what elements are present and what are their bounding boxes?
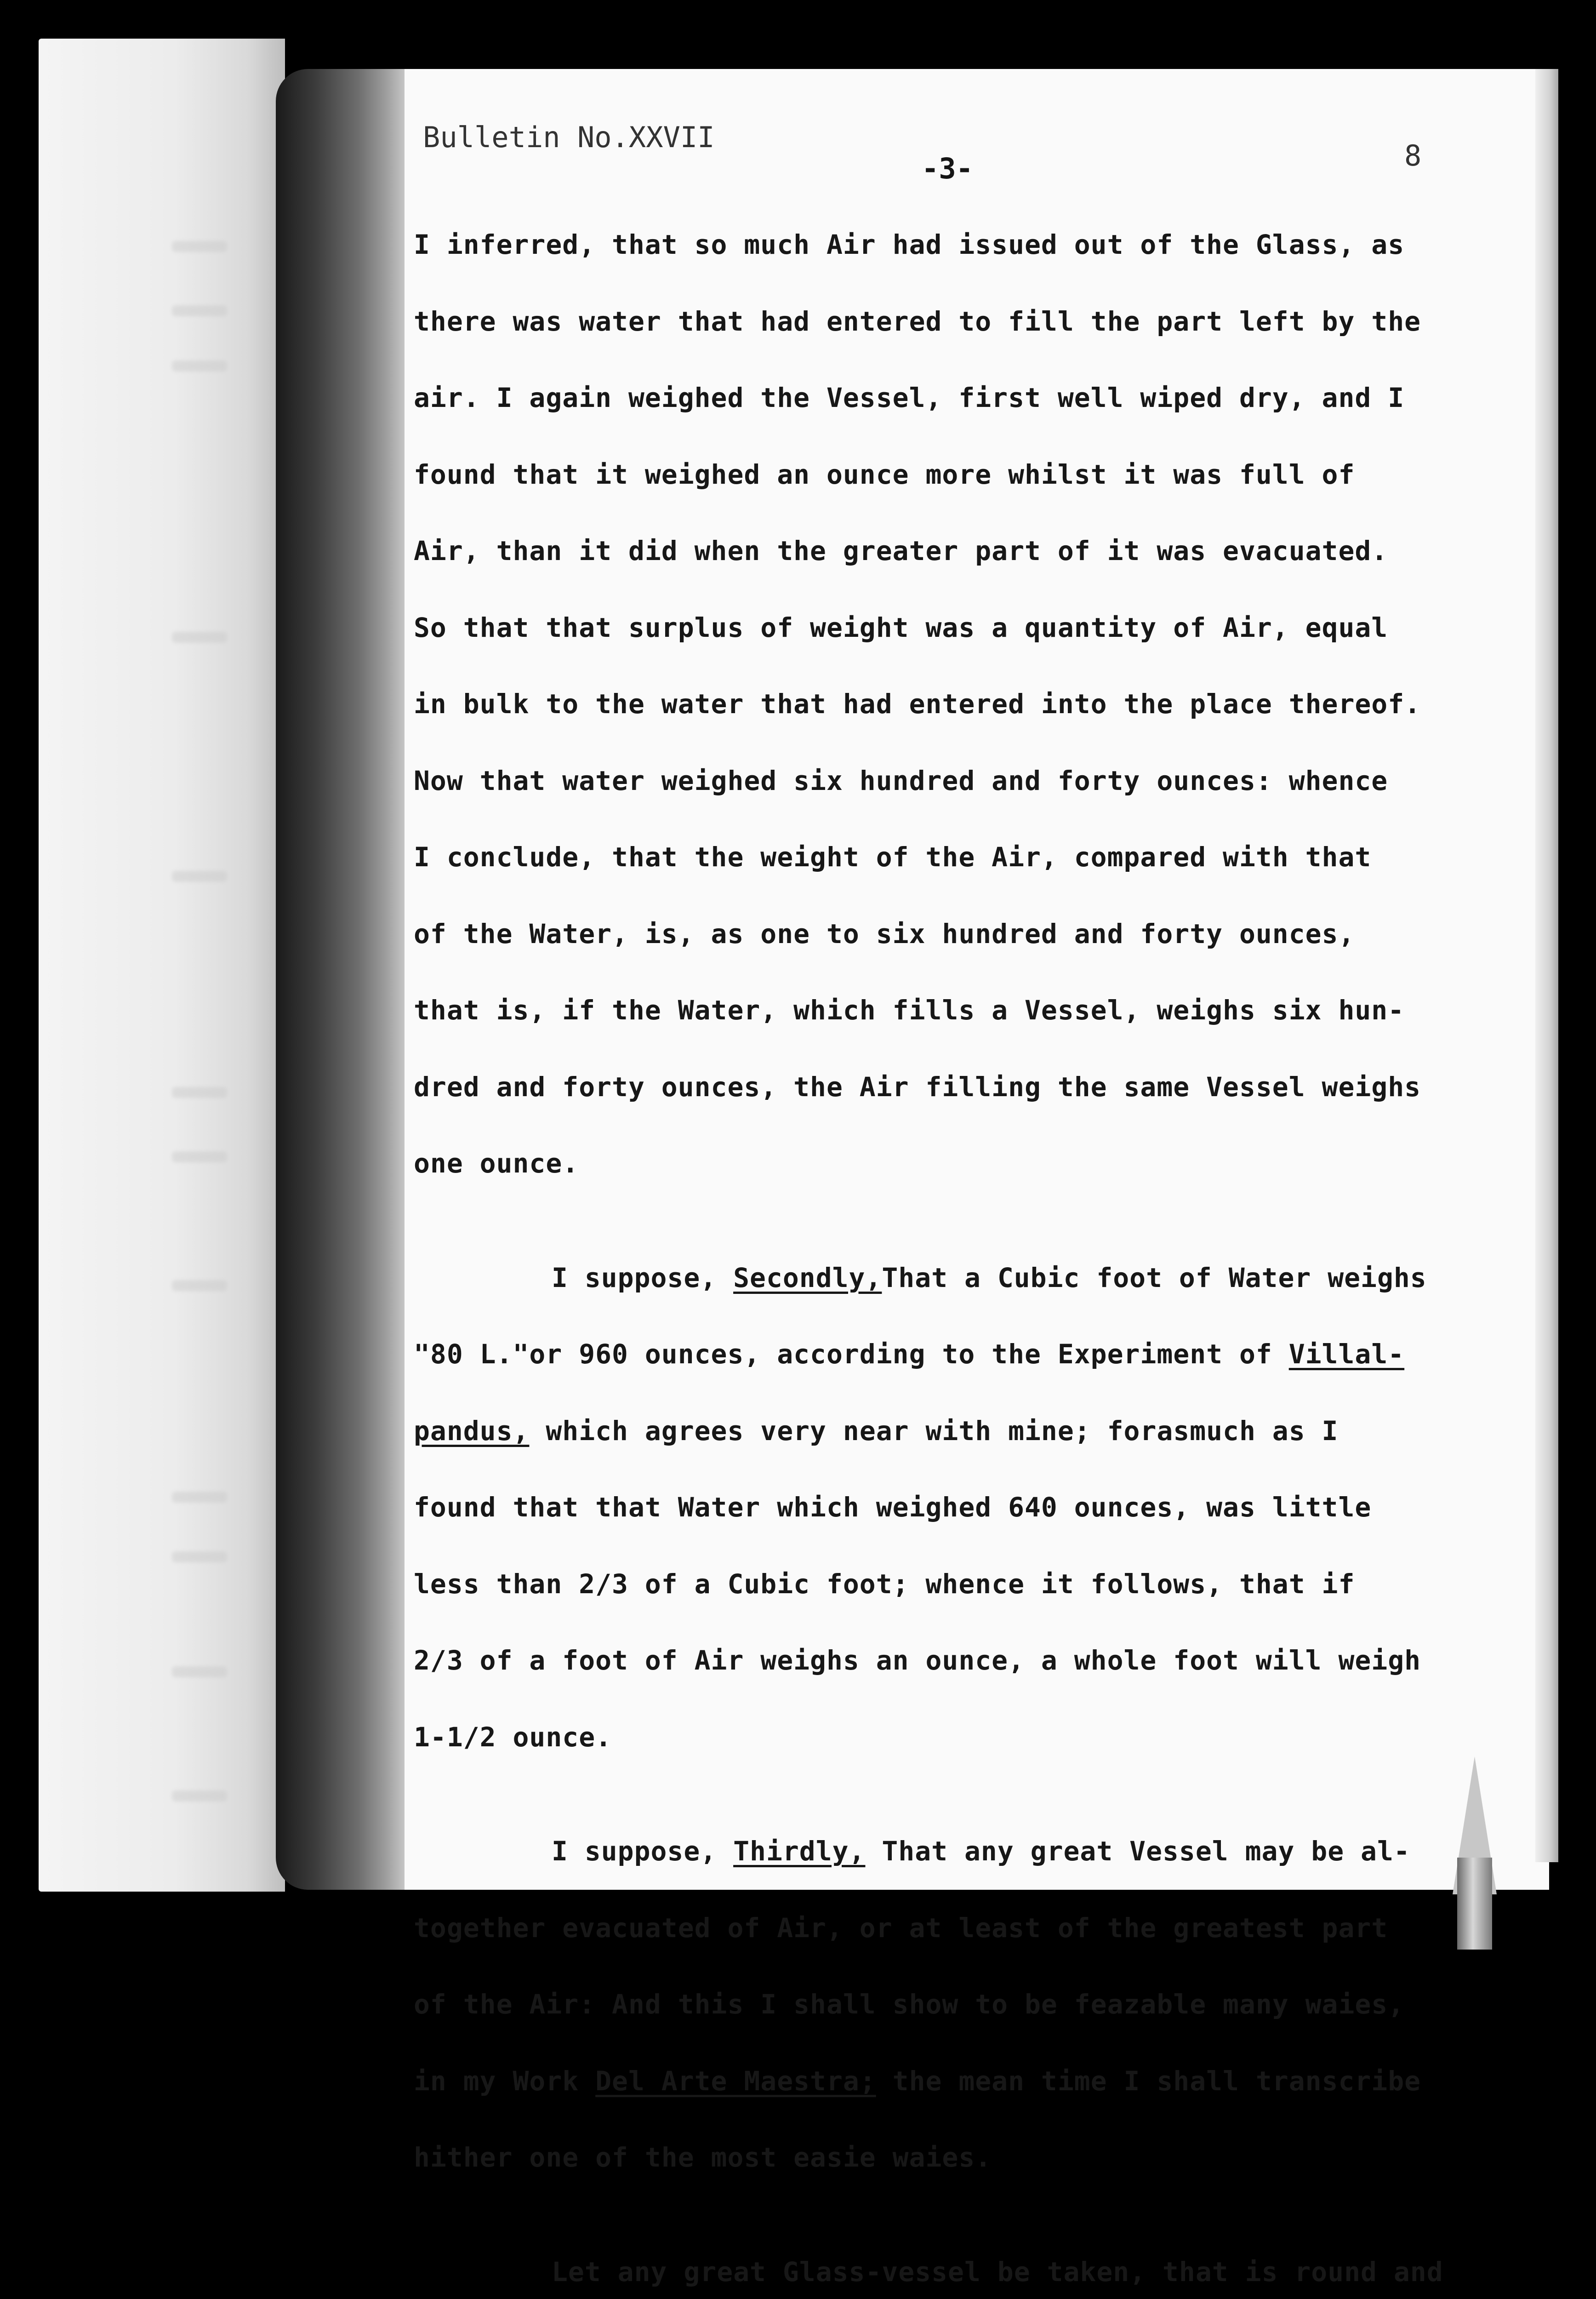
text-line: 1-1/2 ounce.	[414, 1708, 1526, 1767]
text-line: I conclude, that the weight of the Air, compared with that	[414, 828, 1526, 887]
faint-bleed-mark	[172, 1790, 227, 1801]
faint-bleed-mark	[172, 360, 227, 372]
text-run: in my Work	[414, 2065, 595, 2097]
text-line: that is, if the Water, which fills a Vessel, weighs six hun-	[414, 981, 1526, 1040]
faint-bleed-mark	[172, 1492, 227, 1503]
text-line: together evacuated of Air, or at least of the greatest part	[414, 1899, 1526, 1958]
paragraph-glass-vessel: Let any great Glass-vessel be taken, that is round and	[414, 2242, 1526, 2299]
text-run: the mean time I shall transcribe	[876, 2065, 1421, 2097]
text-line: air. I again weighed the Vessel, first well wiped dry, and I	[414, 368, 1526, 428]
text-line: 2/3 of a foot of Air weighs an ounce, a whole foot will weigh	[414, 1631, 1526, 1690]
left-facing-page	[39, 39, 285, 1892]
running-head: Bulletin No.XXVII	[423, 120, 715, 154]
text-line: Now that water weighed six hundred and forty ounces: whence	[414, 751, 1526, 811]
text-run: I suppose,	[552, 1262, 733, 1293]
binding-gutter-shadow	[276, 69, 409, 1890]
faint-bleed-mark	[172, 1280, 227, 1291]
underlined-word: Thirdly,	[733, 1836, 865, 1867]
faint-bleed-mark	[172, 871, 227, 882]
text-line: Air, than it did when the greater part of it was evacuated.	[414, 521, 1526, 581]
text-line: in bulk to the water that had entered into the place thereof.	[414, 675, 1526, 734]
text-line: less than 2/3 of a Cubic foot; whence it follows, that if	[414, 1555, 1526, 1614]
text-line	[414, 2052, 1526, 2111]
faint-bleed-mark	[172, 1666, 227, 1677]
text-run: I suppose,	[552, 1836, 733, 1867]
faint-bleed-mark	[172, 1551, 227, 1562]
text-line: dred and forty ounces, the Air filling the same Vessel weighs	[414, 1058, 1526, 1117]
page-stack-edge	[1535, 69, 1558, 1862]
text-run: That a Cubic foot of Water weighs	[882, 1262, 1426, 1293]
faint-bleed-mark	[172, 305, 227, 316]
underlined-word: Secondly,	[733, 1262, 882, 1293]
faint-bleed-mark	[172, 632, 227, 643]
page-number: 8	[1404, 139, 1421, 172]
text-line: one ounce.	[414, 1134, 1526, 1193]
text-line: there was water that had entered to fill the part left by the	[414, 292, 1526, 351]
section-mark: -3-	[922, 152, 973, 185]
text-line	[414, 1401, 1526, 1461]
text-line: I inferred, that so much Air had issued out of the Glass, as	[414, 215, 1526, 275]
underlined-title: Del Arte Maestra;	[595, 2065, 876, 2097]
paragraph-thirdly	[414, 1822, 1526, 1881]
body-text	[414, 198, 1526, 2299]
underlined-word: pandus,	[414, 1415, 529, 1447]
underlined-word: Villal-	[1289, 1338, 1404, 1370]
faint-bleed-mark	[172, 1151, 227, 1162]
faint-bleed-mark	[172, 241, 227, 252]
text-line: found that it weighed an ounce more whilst it was full of	[414, 445, 1526, 504]
faint-bleed-mark	[172, 1087, 227, 1098]
text-line: of the Water, is, as one to six hundred and forty ounces,	[414, 904, 1526, 964]
text-run: "80 L."or 960 ounces, according to the Experiment of	[414, 1338, 1289, 1370]
pen-body	[1457, 1858, 1492, 1950]
text-line: hither one of the most easie waies.	[414, 2128, 1526, 2187]
paragraph-secondly	[414, 1248, 1526, 1308]
text-run: That any great Vessel may be al-	[865, 1836, 1410, 1867]
text-line: So that that surplus of weight was a quantity of Air, equal	[414, 598, 1526, 658]
text-line: of the Air: And this I shall show to be feazable many waies,	[414, 1975, 1526, 2034]
text-run: which agrees very near with mine; forasmuch as I	[529, 1415, 1338, 1447]
text-line: found that that Water which weighed 640 ounces, was little	[414, 1478, 1526, 1537]
text-line	[414, 1325, 1526, 1384]
